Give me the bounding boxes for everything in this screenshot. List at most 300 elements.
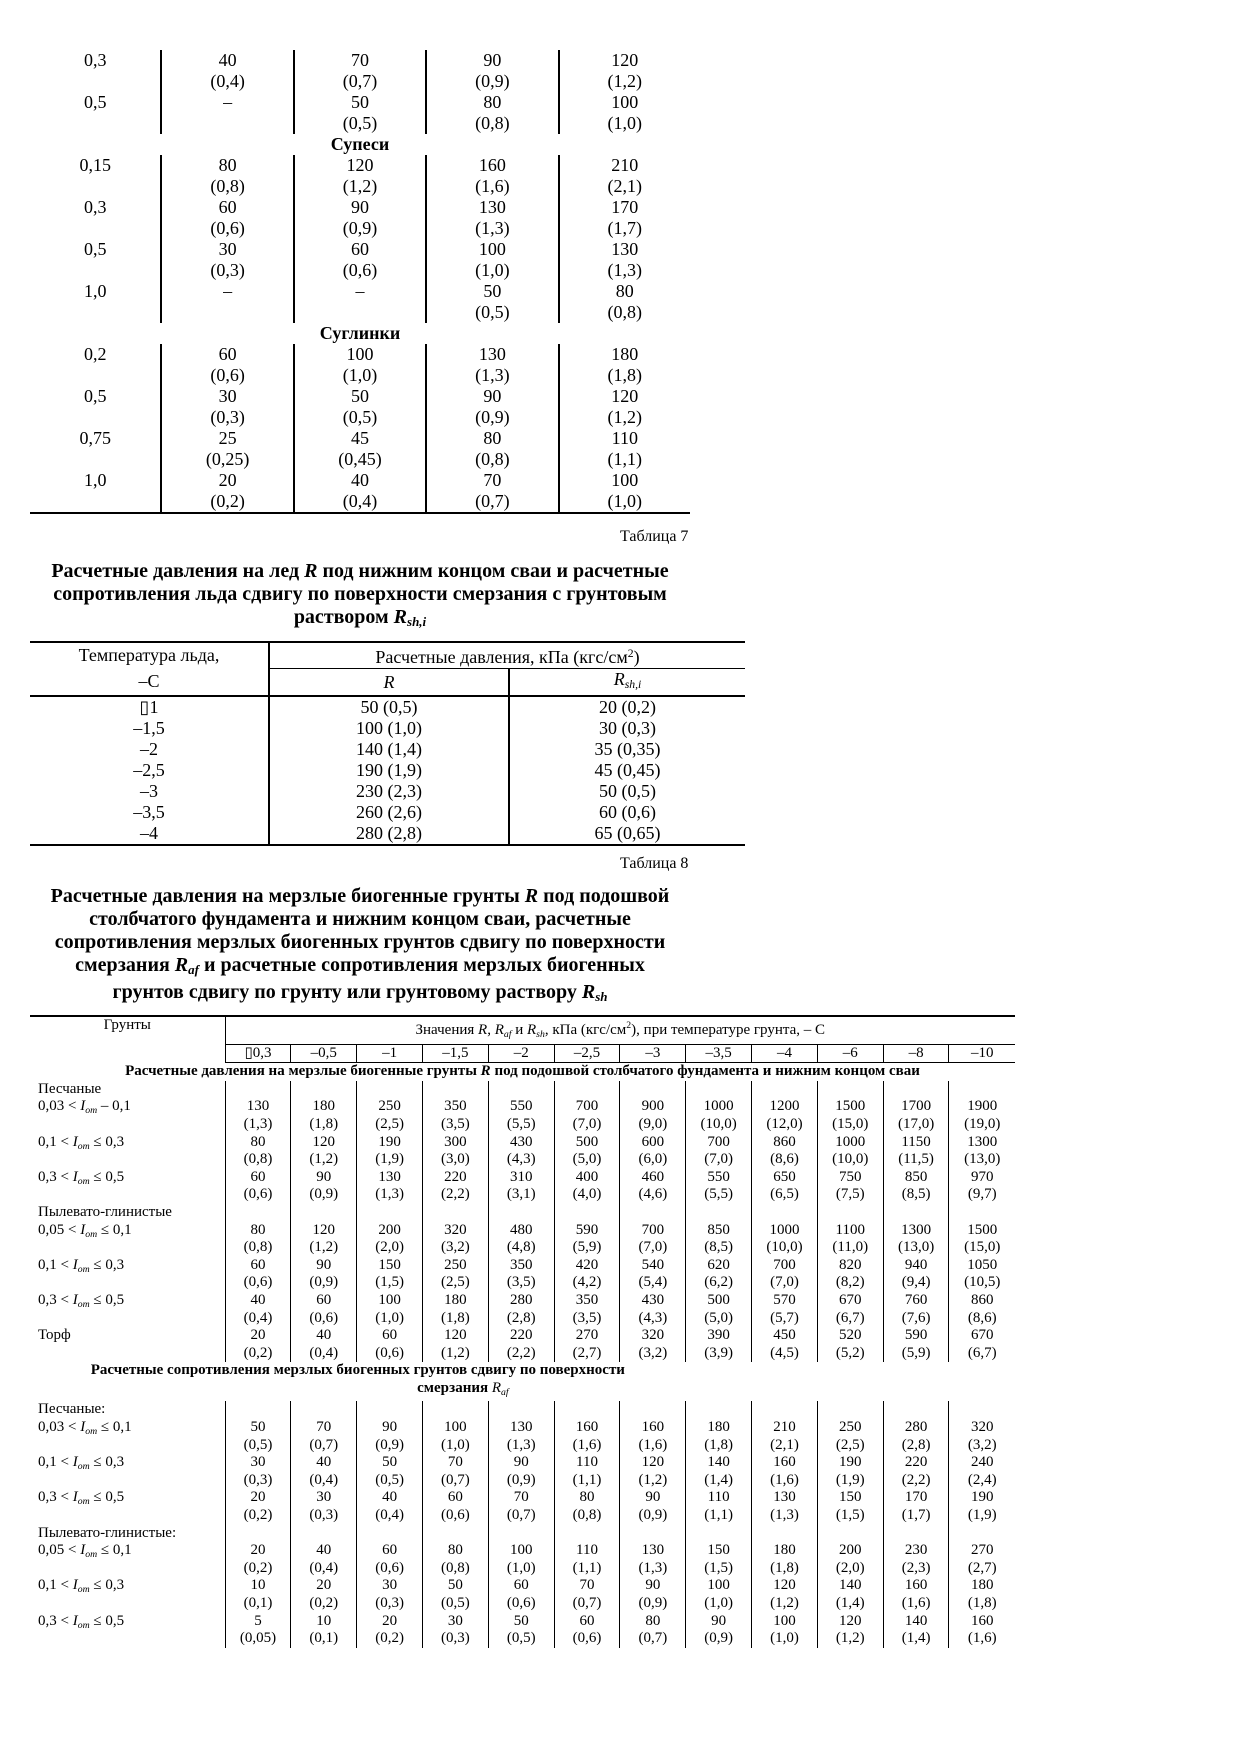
t8-value-cell: 130 (1,3) (620, 1542, 686, 1577)
t8-value-cell: 1050 (10,5) (949, 1257, 1015, 1292)
t8-value-cell: 130 (1,3) (357, 1169, 423, 1204)
t8-value-cell: 1300 (13,0) (949, 1134, 1015, 1169)
value-cell: 30 (0,3) (161, 386, 293, 428)
t8-temp-header: –1,5 (422, 1044, 488, 1063)
t8-empty (488, 1081, 554, 1099)
t8-value-cell: 80 (0,8) (225, 1222, 291, 1257)
t8-value-cell: 90 (0,9) (686, 1613, 752, 1648)
t8-empty (225, 1204, 291, 1222)
t8-value-cell: 550 (5,5) (686, 1169, 752, 1204)
t8-value-cell: 140 (1,4) (883, 1613, 949, 1648)
value-cell: 80 (0,8) (559, 281, 690, 323)
t8-value-cell: 250 (2,5) (422, 1257, 488, 1292)
t7-h-Rsh: $R_{sh,i}$ (509, 669, 745, 697)
t8-value-cell: 390 (3,9) (686, 1327, 752, 1362)
t8-value-cell: 270 (2,7) (949, 1542, 1015, 1577)
t8-empty (357, 1525, 423, 1543)
t8-section2-heading: Расчетные сопротивления мерзлых биогенных грунтов сдвигу по поверхности смерзания $R_{af}$ (90, 1362, 625, 1398)
t8-empty (817, 1525, 883, 1543)
t8-value-cell: 180 (1,8) (291, 1098, 357, 1133)
t8-value-cell: 320 (3,2) (422, 1222, 488, 1257)
t8-value-cell: 40 (0,4) (291, 1454, 357, 1489)
t8-value-cell: 670 (6,7) (949, 1327, 1015, 1362)
t8-value-cell: 90 (0,9) (291, 1169, 357, 1204)
t8-temp-header: –1 (357, 1044, 423, 1063)
t8-h-soil: Грунты (30, 1016, 225, 1063)
t7-R-cell: 230 (2,3) (269, 781, 509, 802)
t8-value-cell: 60 (0,6) (554, 1613, 620, 1648)
value-cell: 30 (0,3) (161, 239, 293, 281)
t8-empty (883, 1401, 949, 1419)
t8-value-cell: 60 (0,6) (225, 1169, 291, 1204)
table8-title-line: столбчатого фундамента и нижним концом сваи, расчетные (89, 908, 631, 930)
t8-value-cell: 250 (2,5) (817, 1419, 883, 1454)
t8-empty (357, 1081, 423, 1099)
t8-value-cell: 280 (2,8) (883, 1419, 949, 1454)
t8-empty (817, 1401, 883, 1419)
t8-empty (949, 1362, 1015, 1401)
t8-value-cell: 60 (0,6) (422, 1489, 488, 1524)
t8-value-cell: 250 (2,5) (357, 1098, 423, 1133)
t8-soil-label: $0,3 < I_{om} \le 0,5$ (38, 1489, 125, 1508)
t8-empty (752, 1204, 818, 1222)
t8-value-cell: 140 (1,4) (817, 1577, 883, 1612)
t8-value-cell: 650 (6,5) (752, 1169, 818, 1204)
table7-number: Таблица 7 (620, 528, 689, 545)
t8-value-cell: 750 (7,5) (817, 1169, 883, 1204)
t8-value-cell: 700 (7,0) (752, 1257, 818, 1292)
t8-value-cell: 1300 (13,0) (883, 1222, 949, 1257)
value-cell: 130 (1,3) (559, 239, 690, 281)
depth-cell: 1,0 (83, 281, 107, 301)
t7-Rsh-cell: 20 (0,2) (509, 696, 745, 718)
t8-value-cell: 30 (0,3) (291, 1489, 357, 1524)
value-cell: 130 (1,3) (426, 197, 558, 239)
t8-empty (883, 1362, 949, 1401)
t8-value-cell: 700 (7,0) (620, 1222, 686, 1257)
t8-value-cell: 110 (1,1) (554, 1454, 620, 1489)
t8-value-cell: 160 (1,6) (949, 1613, 1015, 1648)
t8-value-cell: 80 (0,8) (554, 1489, 620, 1524)
table7-title-R: R (304, 560, 318, 582)
t8-empty (817, 1081, 883, 1099)
t8-soil-label: $0,05 < I_{om} \le 0,1$ (38, 1542, 132, 1561)
t8-value-cell: 550 (5,5) (488, 1098, 554, 1133)
t7-R-cell: 140 (1,4) (269, 739, 509, 760)
t8-value-cell: 1700 (17,0) (883, 1098, 949, 1133)
t8-value-cell: 760 (7,6) (883, 1292, 949, 1327)
t7-Rsh-cell: 30 (0,3) (509, 718, 745, 739)
table8 (30, 1015, 1015, 1648)
value-cell: 80 (0,8) (161, 155, 293, 197)
t8-empty (488, 1401, 554, 1419)
t8-soil-label: Торф (38, 1327, 71, 1344)
t8-empty (686, 1401, 752, 1419)
t8-value-cell: 50 (0,5) (225, 1419, 291, 1454)
t8-value-cell: 200 (2,0) (357, 1222, 423, 1257)
t7-Rsh-cell: 45 (0,45) (509, 760, 745, 781)
t7-temp-cell: ▯1 (139, 697, 159, 717)
t8-value-cell: 60 (0,6) (291, 1292, 357, 1327)
t8-value-cell: 860 (8,6) (949, 1292, 1015, 1327)
table7-title-Rsh: $R_{sh,i}$ (393, 606, 427, 629)
t8-empty (488, 1525, 554, 1543)
table7-title-l2: сопротивления льда сдвигу по поверхности смерзания с грунтовым (53, 583, 667, 605)
t8-soil-label: $0,05 < I_{om} \le 0,1$ (38, 1221, 132, 1240)
t8-value-cell: 60 (0,6) (357, 1542, 423, 1577)
t8-value-cell: 700 (7,0) (554, 1098, 620, 1133)
t8-value-cell: 130 (1,3) (752, 1489, 818, 1524)
value-cell: 60 (0,6) (294, 239, 426, 281)
value-cell: 60 (0,6) (161, 197, 293, 239)
t8-value-cell: 240 (2,4) (949, 1454, 1015, 1489)
t8-value-cell: 50 (0,5) (422, 1577, 488, 1612)
t8-temp-header: –3,5 (686, 1044, 752, 1063)
t8-value-cell: 450 (4,5) (752, 1327, 818, 1362)
t8-value-cell: 100 (1,0) (357, 1292, 423, 1327)
t8-empty (422, 1204, 488, 1222)
t8-value-cell: 130 (1,3) (488, 1419, 554, 1454)
t8-value-cell: 1500 (15,0) (817, 1098, 883, 1133)
t8-value-cell: 150 (1,5) (817, 1489, 883, 1524)
t8-value-cell: 1500 (15,0) (949, 1222, 1015, 1257)
t8-value-cell: 20 (0,2) (225, 1542, 291, 1577)
value-cell: 210 (2,1) (559, 155, 690, 197)
value-cell: 120 (1,2) (294, 155, 426, 197)
t8-value-cell: 70 (0,7) (291, 1419, 357, 1454)
t8-empty (291, 1401, 357, 1419)
value-cell: 50 (0,5) (294, 92, 426, 134)
t8-empty (422, 1081, 488, 1099)
t8-value-cell: 30 (0,3) (357, 1577, 423, 1612)
t7-Rsh-cell: 35 (0,35) (509, 739, 745, 760)
t8-soil-label: $0,03 < I_{om} - 0,1$ (38, 1098, 131, 1117)
t8-value-cell: 350 (3,5) (488, 1257, 554, 1292)
t8-value-cell: 40 (0,4) (357, 1489, 423, 1524)
t8-empty (686, 1081, 752, 1099)
t8-value-cell: 100 (1,0) (686, 1577, 752, 1612)
t8-empty (620, 1401, 686, 1419)
t7-Rsh-cell: 50 (0,5) (509, 781, 745, 802)
t8-soil-label: $0,1 < I_{om} \le 0,3$ (38, 1256, 125, 1275)
value-cell: 50 (0,5) (426, 281, 558, 323)
t8-empty (554, 1525, 620, 1543)
value-cell: 80 (0,8) (426, 92, 558, 134)
t8-value-cell: 50 (0,5) (357, 1454, 423, 1489)
t8-empty (949, 1204, 1015, 1222)
t8-empty (488, 1204, 554, 1222)
t8-value-cell: 120 (1,2) (422, 1327, 488, 1362)
t8-empty (686, 1204, 752, 1222)
table8-title-line: грунтов сдвигу по грунту или грунтовому раствору $R_{sh}$ (112, 981, 608, 1004)
value-cell: 100 (1,0) (559, 92, 690, 134)
t8-value-cell: 350 (3,5) (422, 1098, 488, 1133)
t8-value-cell: 100 (1,0) (752, 1613, 818, 1648)
t8-value-cell: 480 (4,8) (488, 1222, 554, 1257)
t8-value-cell: 700 (7,0) (686, 1134, 752, 1169)
depth-cell: 0,15 (79, 155, 111, 175)
t8-value-cell: 180 (1,8) (422, 1292, 488, 1327)
value-cell: 40 (0,4) (161, 50, 293, 92)
t7-Rsh-cell: 65 (0,65) (509, 823, 745, 845)
table7 (30, 641, 745, 846)
t8-group-label: Пылевато-глинистые: (38, 1524, 177, 1541)
t8-value-cell: 150 (1,5) (686, 1542, 752, 1577)
t8-empty (620, 1204, 686, 1222)
t8-soil-label: $0,3 < I_{om} \le 0,5$ (38, 1291, 125, 1310)
value-cell: 100 (1,0) (559, 470, 690, 513)
t8-temp-header: –0,5 (291, 1044, 357, 1063)
t8-value-cell: 70 (0,7) (488, 1489, 554, 1524)
t8-value-cell: 220 (2,2) (422, 1169, 488, 1204)
t8-value-cell: 10 (0,1) (225, 1577, 291, 1612)
t7-temp-cell: –3,5 (133, 802, 165, 822)
t8-empty (752, 1525, 818, 1543)
t8-temp-header: ▯0,3 (225, 1044, 291, 1063)
t8-empty (554, 1204, 620, 1222)
t8-value-cell: 190 (1,9) (817, 1454, 883, 1489)
value-cell: – (161, 92, 293, 134)
value-cell: 90 (0,9) (426, 386, 558, 428)
t8-empty (949, 1525, 1015, 1543)
t8-value-cell: 160 (1,6) (554, 1419, 620, 1454)
t8-value-cell: 30 (0,3) (225, 1454, 291, 1489)
table8-title (20, 885, 700, 1008)
t8-value-cell: 850 (8,5) (883, 1169, 949, 1204)
t8-value-cell: 20 (0,2) (291, 1577, 357, 1612)
t8-value-cell: 310 (3,1) (488, 1169, 554, 1204)
t8-value-cell: 90 (0,9) (357, 1419, 423, 1454)
t8-value-cell: 400 (4,0) (554, 1169, 620, 1204)
t8-empty (422, 1401, 488, 1419)
t8-value-cell: 200 (2,0) (817, 1542, 883, 1577)
value-cell: 90 (0,9) (426, 50, 558, 92)
t8-value-cell: 180 (1,8) (752, 1542, 818, 1577)
t8-value-cell: 150 (1,5) (357, 1257, 423, 1292)
value-cell: 50 (0,5) (294, 386, 426, 428)
t8-empty (554, 1401, 620, 1419)
t8-value-cell: 160 (1,6) (883, 1577, 949, 1612)
t8-value-cell: 520 (5,2) (817, 1327, 883, 1362)
t8-value-cell: 20 (0,2) (225, 1489, 291, 1524)
t8-group-label: Песчаные (38, 1080, 102, 1097)
t8-value-cell: 850 (8,5) (686, 1222, 752, 1257)
table7-title-l3: раствором (293, 606, 389, 628)
t8-value-cell: 860 (8,6) (752, 1134, 818, 1169)
t8-value-cell: 590 (5,9) (554, 1222, 620, 1257)
t8-value-cell: 500 (5,0) (554, 1134, 620, 1169)
t8-empty (752, 1081, 818, 1099)
value-cell: 70 (0,7) (294, 50, 426, 92)
t8-value-cell: 120 (1,2) (620, 1454, 686, 1489)
value-cell: 20 (0,2) (161, 470, 293, 513)
t8-temp-header: –8 (883, 1044, 949, 1063)
t8-empty (883, 1081, 949, 1099)
t8-value-cell: 970 (9,7) (949, 1169, 1015, 1204)
t8-value-cell: 620 (6,2) (686, 1257, 752, 1292)
t8-value-cell: 40 (0,4) (291, 1327, 357, 1362)
table8-title-line: смерзания $R_{af}$ и расчетные сопротивления мерзлых биогенных (75, 954, 645, 977)
t7-Rsh-cell: 60 (0,6) (509, 802, 745, 823)
table8-number: Таблица 8 (620, 855, 689, 872)
t8-temp-header: –2 (488, 1044, 554, 1063)
t8-empty (291, 1081, 357, 1099)
value-cell: 100 (1,0) (294, 344, 426, 386)
t8-value-cell: 160 (1,6) (752, 1454, 818, 1489)
depth-cell: 0,5 (83, 386, 107, 406)
t8-empty (422, 1525, 488, 1543)
t8-empty (620, 1081, 686, 1099)
t8-section-heading: Расчетные давления на мерзлые биогенные грунты R под подошвой столбчатого фундамента и нижним концом сваи (125, 1063, 920, 1080)
t8-empty (949, 1401, 1015, 1419)
t8-value-cell: 140 (1,4) (686, 1454, 752, 1489)
t8-empty (949, 1081, 1015, 1099)
t7-R-cell: 280 (2,8) (269, 823, 509, 845)
t8-value-cell: 1900 (19,0) (949, 1098, 1015, 1133)
t8-value-cell: 120 (1,2) (291, 1134, 357, 1169)
t8-value-cell: 90 (0,9) (620, 1489, 686, 1524)
t8-temp-header: –6 (817, 1044, 883, 1063)
depth-cell: 0,5 (83, 92, 107, 112)
t8-empty (357, 1401, 423, 1419)
value-cell: 40 (0,4) (294, 470, 426, 513)
t8-value-cell: 180 (1,8) (686, 1419, 752, 1454)
t8-value-cell: 50 (0,5) (488, 1613, 554, 1648)
t8-value-cell: 940 (9,4) (883, 1257, 949, 1292)
depth-cell: 0,3 (83, 50, 107, 70)
t8-value-cell: 60 (0,6) (357, 1327, 423, 1362)
t8-value-cell: 60 (0,6) (488, 1577, 554, 1612)
depth-cell: 0,75 (79, 428, 111, 448)
t8-empty (817, 1204, 883, 1222)
t8-value-cell: 190 (1,9) (949, 1489, 1015, 1524)
t8-value-cell: 5 (0,05) (225, 1613, 291, 1648)
t8-value-cell: 430 (4,3) (620, 1292, 686, 1327)
t7-temp-cell: –2 (140, 739, 158, 759)
t8-value-cell: 900 (9,0) (620, 1098, 686, 1133)
t8-empty (817, 1362, 883, 1401)
t7-R-cell: 100 (1,0) (269, 718, 509, 739)
t7-h-temp-2: –С (30, 669, 269, 697)
t8-value-cell: 170 (1,7) (883, 1489, 949, 1524)
t7-R-cell: 190 (1,9) (269, 760, 509, 781)
t7-temp-cell: –2,5 (133, 760, 165, 780)
t8-value-cell: 90 (0,9) (291, 1257, 357, 1292)
t8-temp-header: –2,5 (554, 1044, 620, 1063)
t8-group-label: Песчаные: (38, 1401, 106, 1418)
t8-value-cell: 110 (1,1) (686, 1489, 752, 1524)
t8-empty (357, 1204, 423, 1222)
depth-cell: 0,3 (83, 197, 107, 217)
table7-title (30, 560, 690, 633)
value-cell: 120 (1,2) (559, 50, 690, 92)
t8-value-cell: 320 (3,2) (949, 1419, 1015, 1454)
t8-soil-label: $0,1 < I_{om} \le 0,3$ (38, 1577, 125, 1596)
t7-temp-cell: –1,5 (133, 718, 165, 738)
value-cell: 170 (1,7) (559, 197, 690, 239)
t8-value-cell: 100 (1,0) (422, 1419, 488, 1454)
t8-value-cell: 80 (0,7) (620, 1613, 686, 1648)
value-cell: – (161, 281, 293, 323)
t8-value-cell: 70 (0,7) (554, 1577, 620, 1612)
t8-group-label: Пылевато-глинистые (38, 1203, 172, 1220)
t8-value-cell: 130 (1,3) (225, 1098, 291, 1133)
t8-empty (225, 1525, 291, 1543)
t8-value-cell: 1200 (12,0) (752, 1098, 818, 1133)
t8-value-cell: 1150 (11,5) (883, 1134, 949, 1169)
value-cell: 100 (1,0) (426, 239, 558, 281)
t8-value-cell: 20 (0,2) (357, 1613, 423, 1648)
section-heading: Суглинки (319, 323, 401, 343)
table7-title-l1b: под нижним концом сваи и расчетные (322, 560, 669, 582)
t8-value-cell: 220 (2,2) (883, 1454, 949, 1489)
t8-value-cell: 180 (1,8) (949, 1577, 1015, 1612)
t8-value-cell: 40 (0,4) (291, 1542, 357, 1577)
t8-value-cell: 160 (1,6) (620, 1419, 686, 1454)
t8-empty (883, 1525, 949, 1543)
t7-temp-cell: –4 (30, 823, 269, 845)
t8-value-cell: 820 (8,2) (817, 1257, 883, 1292)
depth-cell: 0,5 (83, 239, 107, 259)
t8-value-cell: 570 (5,7) (752, 1292, 818, 1327)
t8-value-cell: 540 (5,4) (620, 1257, 686, 1292)
t8-temp-header: –3 (620, 1044, 686, 1063)
t8-value-cell: 600 (6,0) (620, 1134, 686, 1169)
t8-value-cell: 120 (1,2) (752, 1577, 818, 1612)
table8-title-line: Расчетные давления на мерзлые биогенные грунты R под подошвой (50, 885, 670, 907)
t7-h-press: Расчетные давления, кПа $(кгс/см^2)$ (269, 642, 745, 669)
t8-value-cell: 320 (3,2) (620, 1327, 686, 1362)
t8-value-cell: 90 (0,9) (488, 1454, 554, 1489)
value-cell: 25 (0,25) (161, 428, 293, 470)
t8-value-cell: 80 (0,8) (422, 1542, 488, 1577)
value-cell: 120 (1,2) (559, 386, 690, 428)
t8-empty (752, 1362, 818, 1401)
t8-value-cell: 270 (2,7) (554, 1327, 620, 1362)
t8-value-cell: 500 (5,0) (686, 1292, 752, 1327)
t8-value-cell: 590 (5,9) (883, 1327, 949, 1362)
t8-value-cell: 230 (2,3) (883, 1542, 949, 1577)
t8-soil-label: $0,3 < I_{om} \le 0,5$ (38, 1612, 125, 1631)
depth-cell: 1,0 (30, 470, 161, 513)
t7-h-temp-1: Температура льда, (30, 642, 269, 669)
t8-value-cell: 110 (1,1) (554, 1542, 620, 1577)
t8-value-cell: 30 (0,3) (422, 1613, 488, 1648)
value-cell: 90 (0,9) (294, 197, 426, 239)
t8-value-cell: 70 (0,7) (422, 1454, 488, 1489)
table6-continuation (30, 50, 690, 514)
value-cell: 80 (0,8) (426, 428, 558, 470)
t8-empty (225, 1401, 291, 1419)
t7-R-cell: 260 (2,6) (269, 802, 509, 823)
t8-value-cell: 460 (4,6) (620, 1169, 686, 1204)
t8-value-cell: 420 (4,2) (554, 1257, 620, 1292)
t8-h-values: Значения R, $R_{af}$ и $R_{sh}$, кПа $(кгс/см^2)$, при температуре грунта, – С (225, 1016, 1015, 1044)
t8-empty (686, 1362, 752, 1401)
t8-value-cell: 190 (1,9) (357, 1134, 423, 1169)
t8-value-cell: 80 (0,8) (225, 1134, 291, 1169)
value-cell: 60 (0,6) (161, 344, 293, 386)
t8-empty (883, 1204, 949, 1222)
value-cell: 130 (1,3) (426, 344, 558, 386)
t8-value-cell: 40 (0,4) (225, 1292, 291, 1327)
t8-value-cell: 1100 (11,0) (817, 1222, 883, 1257)
t8-value-cell: 350 (3,5) (554, 1292, 620, 1327)
value-cell: 180 (1,8) (559, 344, 690, 386)
value-cell: 70 (0,7) (426, 470, 558, 513)
t8-empty (752, 1401, 818, 1419)
t8-value-cell: 300 (3,0) (422, 1134, 488, 1169)
